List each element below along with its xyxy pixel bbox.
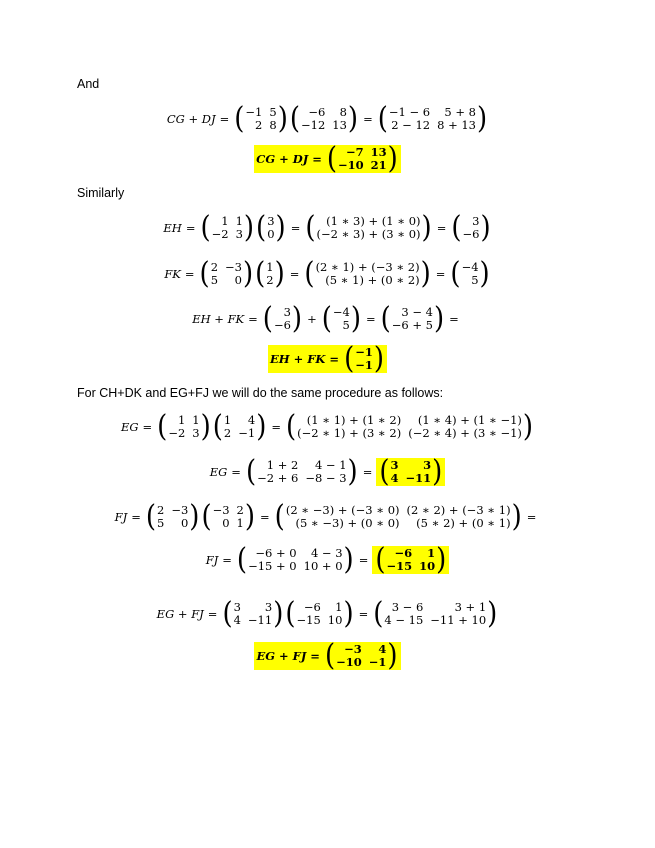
matrix-cell: 2 [223, 426, 232, 440]
matrix-cell: 2 [210, 260, 219, 274]
matrix [285, 596, 354, 632]
matrix-cell: 5 [342, 318, 350, 332]
equation [156, 596, 499, 632]
matrix [289, 101, 359, 137]
matrix-cell: (2 ∗ 1) + (−3 ∗ 2) [315, 260, 420, 274]
matrix-cell: 1 [427, 546, 436, 560]
equation-eh [0, 210, 655, 246]
matrix-cell: −1 [355, 345, 373, 359]
matrix-cell: −2 + 6 [257, 471, 299, 485]
paragraph-procedure: For CH+DK and EG+FJ we will do the same procedure as follows: [77, 386, 444, 400]
equation-eh-fk-result [0, 341, 655, 377]
matrix-cell: 4 [378, 642, 387, 656]
equation-lhs: EG + FJ [256, 649, 307, 663]
matrix-cell: 3 [233, 600, 241, 614]
right-paren: ) [387, 638, 398, 674]
matrix-cell: 2 [266, 273, 274, 287]
equation-fj-expanded [0, 499, 655, 535]
matrix-cells [301, 106, 347, 132]
matrix-cells [462, 261, 479, 287]
matrix-cell: −15 + 0 [248, 559, 297, 573]
matrix-cell: −10 [336, 655, 362, 669]
equation-lhs: FJ [114, 510, 128, 524]
right-paren: ) [244, 499, 256, 535]
matrix-cell: −6 [308, 105, 326, 119]
left-paren: ( [256, 210, 267, 246]
matrix-cell: 13 [332, 118, 347, 132]
right-paren: ) [343, 542, 354, 578]
equals-sign: = [435, 267, 446, 281]
matrix-cell: 3 [423, 458, 432, 472]
matrix-cell: 8 + 13 [437, 118, 476, 132]
matrix-cell: −2 [211, 227, 229, 241]
matrix-cell: −11 [405, 471, 432, 485]
equals-sign: = [271, 420, 281, 434]
matrix-cell: (2 ∗ 2) + (−3 ∗ 1) [406, 503, 511, 517]
matrix-cell: (1 ∗ 1) + (1 ∗ 2) [306, 413, 402, 427]
matrix-cell: 10 [419, 559, 436, 573]
left-paren: ( [286, 409, 297, 445]
matrix-cell: (5 ∗ 2) + (0 ∗ 1) [416, 516, 511, 530]
equation [120, 409, 534, 445]
left-paren: ( [285, 596, 296, 632]
matrix [212, 409, 267, 445]
left-paren: ( [199, 256, 210, 292]
equation [205, 542, 450, 578]
equals-sign: = [131, 510, 141, 524]
right-paren: ) [343, 596, 354, 632]
right-paren: ) [373, 341, 385, 377]
matrix-cell: 21 [370, 158, 387, 172]
paragraph-similarly: Similarly [77, 186, 125, 200]
highlighted-result [376, 454, 445, 490]
equals-sign: = [222, 553, 232, 567]
equals-sign: = [231, 465, 241, 479]
left-paren: ( [377, 101, 388, 137]
equation [114, 499, 541, 535]
left-paren: ( [157, 409, 168, 445]
equals-sign: = [358, 607, 369, 621]
matrix-cell: 3 [472, 214, 480, 228]
matrix-cells [316, 261, 420, 287]
matrix-cells [286, 504, 511, 530]
equation [166, 101, 488, 137]
matrix-cell: −3 [225, 260, 242, 274]
equation-lhs: EH + FK [192, 312, 245, 326]
matrix-cell: 4 − 1 [314, 458, 347, 472]
matrix-cell: 4 [247, 413, 256, 427]
equals-sign: = [290, 221, 301, 235]
matrix-cell: 3 [267, 214, 275, 228]
matrix-cells [266, 261, 273, 287]
matrix [256, 210, 286, 246]
matrix-cell: 3 + 1 [454, 600, 487, 614]
matrix [274, 499, 522, 535]
equals-sign: = [358, 553, 369, 567]
matrix [304, 256, 431, 292]
right-paren: ) [387, 141, 398, 177]
matrix-cell: 3 [192, 426, 200, 440]
right-paren: ) [420, 256, 431, 292]
matrix-cell: 1 [223, 413, 232, 427]
matrix-cell: (5 ∗ −3) + (0 ∗ 0) [295, 516, 400, 530]
matrix-cell: 0 [180, 516, 189, 530]
matrix-cell: −2 [168, 426, 186, 440]
matrix-cell: 8 [269, 118, 277, 132]
matrix-cell: −12 [301, 118, 326, 132]
matrix-cells [213, 504, 244, 530]
left-paren: ( [274, 499, 285, 535]
left-paren: ( [201, 499, 212, 535]
matrix-cell: 13 [370, 145, 387, 159]
left-paren: ( [222, 596, 233, 632]
matrix-cell: 1 + 2 [266, 458, 299, 472]
matrix [321, 301, 361, 337]
equation-cg-dj-expanded [0, 101, 655, 137]
left-paren: ( [200, 210, 211, 246]
matrix-cell: −6 [394, 546, 413, 560]
equation-eh-fk-sum [0, 301, 655, 337]
equation-lhs: EG + FJ [156, 607, 204, 621]
right-paren: ) [522, 409, 534, 445]
matrix [305, 210, 432, 246]
equation-lhs: EG [209, 465, 228, 479]
matrix [344, 341, 385, 377]
highlighted-result [268, 341, 387, 377]
matrix-cell: 0 [222, 516, 230, 530]
matrix [236, 542, 354, 578]
matrix-cell: 4 − 15 [384, 613, 424, 627]
equals-sign: = [142, 420, 153, 434]
matrix-cell: 1 [192, 413, 200, 427]
matrix-cell: −6 [303, 600, 321, 614]
matrix-cells [333, 306, 350, 332]
matrix-cell: 4 − 3 [310, 546, 343, 560]
right-paren: ) [421, 210, 432, 246]
right-paren: ) [436, 542, 447, 578]
matrix-cell: 2 [236, 503, 244, 517]
right-paren: ) [256, 409, 267, 445]
matrix-cell: 5 [210, 273, 219, 287]
matrix [380, 301, 445, 337]
matrix [324, 638, 398, 674]
matrix-cell: 8 [339, 105, 347, 119]
matrix-cell: −6 [273, 318, 291, 332]
matrix-cells [336, 643, 386, 669]
matrix-cells [224, 414, 255, 440]
equation [209, 454, 446, 490]
matrix-cell: 1 [221, 214, 229, 228]
equation-lhs: CG + DJ [166, 112, 216, 126]
matrix-cell: (−2 ∗ 1) + (3 ∗ 2) [297, 426, 402, 440]
matrix-cell: 3 [390, 458, 399, 472]
right-paren: ) [433, 301, 445, 337]
matrix-cells [257, 459, 346, 485]
matrix-cell: −10 [338, 158, 364, 172]
right-paren: ) [243, 210, 255, 246]
matrix-cell: 2 [255, 118, 263, 132]
left-paren: ( [262, 301, 273, 337]
right-paren: ) [275, 210, 286, 246]
equation-eg-fj-sum [0, 596, 655, 632]
right-paren: ) [350, 301, 361, 337]
matrix [262, 301, 303, 337]
right-paren: ) [477, 101, 488, 137]
equation-lhs: EH + FK [269, 352, 326, 366]
equation [192, 301, 463, 337]
highlighted-result [372, 542, 449, 578]
matrix-cell: 5 + 8 [444, 105, 476, 119]
equals-sign: = [365, 312, 376, 326]
right-paren: ) [511, 499, 522, 535]
matrix-cell: −4 [332, 305, 350, 319]
matrix-cells [384, 601, 486, 627]
matrix-cell: (−2 ∗ 4) + (3 ∗ −1) [408, 426, 522, 440]
matrix-cell: 3 [264, 600, 273, 614]
matrix-cell: −3 [212, 503, 230, 517]
highlighted-result [254, 638, 400, 674]
right-paren: ) [432, 454, 443, 490]
matrix-cell: 1 [177, 413, 186, 427]
matrix [201, 499, 256, 535]
matrix-cells [392, 306, 433, 332]
right-paren: ) [200, 409, 211, 445]
matrix [451, 210, 491, 246]
matrix-cells [157, 504, 188, 530]
matrix-cell: 1 [235, 214, 243, 228]
equals-sign: = [362, 465, 373, 479]
right-paren: ) [347, 101, 359, 137]
left-paren: ( [344, 341, 355, 377]
equation [163, 210, 491, 246]
matrix-cells [248, 547, 342, 573]
equation-eg-fj-result [0, 638, 655, 674]
matrix-cells [297, 414, 522, 440]
matrix [326, 141, 398, 177]
equals-sign: = [289, 267, 300, 281]
matrix-cell: 5 [269, 105, 277, 119]
right-paren: ) [291, 301, 303, 337]
matrix-cell: (2 ∗ −3) + (−3 ∗ 0) [285, 503, 400, 517]
matrix-cell: 3 [235, 227, 243, 241]
matrix [234, 101, 288, 137]
left-paren: ( [145, 499, 156, 535]
right-paren: ) [347, 454, 358, 490]
right-paren: ) [273, 596, 284, 632]
matrix-cell: 5 [471, 273, 479, 287]
equals-sign: = [185, 221, 196, 235]
matrix-cell: −1 [368, 655, 387, 669]
matrix [245, 454, 358, 490]
equation [256, 638, 398, 674]
left-paren: ( [379, 454, 390, 490]
left-paren: ( [450, 256, 461, 292]
matrix-cell: 10 [327, 613, 343, 627]
matrix-cell: −11 [247, 613, 273, 627]
left-paren: ( [373, 596, 384, 632]
matrix-cell: −1 [355, 358, 373, 372]
matrix-cell: −1 − 6 [388, 105, 431, 119]
matrix-cells [274, 306, 291, 332]
matrix [200, 210, 255, 246]
matrix [145, 499, 200, 535]
equation-lhs: EG [120, 420, 139, 434]
matrix-cell: −11 + 10 [430, 613, 487, 627]
matrix-cells [389, 106, 476, 132]
equals-sign: = [329, 352, 340, 366]
equation-fj-result [0, 542, 655, 578]
matrix-cells [297, 601, 343, 627]
matrix-cells [390, 459, 431, 485]
equals-sign: = [363, 112, 373, 126]
equation-lhs: EH [163, 221, 182, 235]
matrix-cell: 3 − 6 [391, 600, 424, 614]
matrix-cell: 1 [236, 516, 244, 530]
highlighted-result [254, 141, 401, 177]
matrix-cell: −4 [461, 260, 479, 274]
matrix-cell: −6 + 0 [255, 546, 297, 560]
matrix-cells [168, 414, 199, 440]
left-paren: ( [245, 454, 257, 490]
matrix-cell: −15 [296, 613, 321, 627]
matrix-cells [211, 261, 242, 287]
matrix [379, 454, 443, 490]
left-paren: ( [234, 101, 245, 137]
matrix-cells [234, 601, 273, 627]
right-paren: ) [480, 210, 491, 246]
matrix-cell: 2 − 12 [391, 118, 431, 132]
left-paren: ( [305, 210, 316, 246]
right-paren: ) [242, 256, 254, 292]
equation [269, 341, 385, 377]
matrix-cell: (5 ∗ 1) + (0 ∗ 2) [325, 273, 420, 287]
left-paren: ( [255, 256, 266, 292]
matrix-cell: 4 [233, 613, 241, 627]
equation-eg-result [0, 454, 655, 490]
matrix-cells [338, 146, 387, 172]
matrix-cell: 4 [390, 471, 399, 485]
equation [256, 141, 399, 177]
equation-lhs: CG + DJ [256, 152, 309, 166]
left-paren: ( [321, 301, 332, 337]
right-paren: ) [479, 256, 490, 292]
matrix [157, 409, 211, 445]
matrix [255, 256, 285, 292]
matrix-cell: 2 [157, 503, 165, 517]
matrix-cells [245, 106, 276, 132]
matrix-cells [267, 215, 274, 241]
matrix-cell: −6 [462, 227, 480, 241]
matrix-cells [463, 215, 480, 241]
matrix-cell: 1 [266, 260, 274, 274]
matrix-cell: 5 [157, 516, 165, 530]
equation-eg-expanded [0, 409, 655, 445]
matrix [286, 409, 534, 445]
equation-lhs: FJ [205, 553, 219, 567]
left-paren: ( [375, 542, 386, 578]
left-paren: ( [236, 542, 248, 578]
matrix-cell: 3 − 4 [401, 305, 433, 319]
matrix-cell: 10 + 0 [303, 559, 343, 573]
plus-sign: + [307, 312, 317, 326]
matrix-cell: 0 [234, 273, 242, 287]
matrix [377, 101, 488, 137]
matrix [373, 596, 498, 632]
matrix-cell: (1 ∗ 4) + (1 ∗ −1) [417, 413, 522, 427]
left-paren: ( [380, 301, 391, 337]
equals-sign: = [449, 312, 459, 326]
left-paren: ( [451, 210, 462, 246]
matrix-cell: (−2 ∗ 3) + (3 ∗ 0) [316, 227, 421, 241]
equals-sign: = [312, 152, 322, 166]
matrix-cells [212, 215, 243, 241]
matrix-cells [316, 215, 420, 241]
matrix-cell: −8 − 3 [305, 471, 347, 485]
matrix-cell: −1 [245, 105, 263, 119]
matrix [375, 542, 447, 578]
matrix-cell: −3 [171, 503, 189, 517]
equation-fk [0, 256, 655, 292]
right-paren: ) [189, 499, 200, 535]
right-paren: ) [274, 256, 285, 292]
left-paren: ( [212, 409, 223, 445]
matrix-cell: −15 [386, 559, 413, 573]
matrix-cell: −6 + 5 [391, 318, 433, 332]
right-paren: ) [487, 596, 498, 632]
paragraph-and: And [77, 77, 100, 91]
left-paren: ( [324, 638, 336, 674]
left-paren: ( [304, 256, 315, 292]
matrix-cell: 3 [283, 305, 291, 319]
equals-sign: = [248, 312, 258, 326]
matrix-cell: −3 [344, 642, 362, 656]
right-paren: ) [277, 101, 288, 137]
equals-sign: = [310, 649, 320, 663]
matrix-cells [386, 547, 435, 573]
equation-lhs: FK [164, 267, 181, 281]
matrix-cell: −1 [238, 426, 256, 440]
matrix [450, 256, 490, 292]
matrix-cell: −7 [346, 145, 364, 159]
left-paren: ( [326, 141, 337, 177]
equals-sign: = [260, 510, 270, 524]
equals-sign: = [219, 112, 230, 126]
left-paren: ( [289, 101, 300, 137]
matrix-cell: (1 ∗ 3) + (1 ∗ 0) [326, 214, 421, 228]
matrix [222, 596, 284, 632]
equals-sign: = [184, 267, 195, 281]
matrix-cell: 1 [335, 600, 343, 614]
equals-sign: = [207, 607, 218, 621]
matrix-cell: 0 [267, 227, 275, 241]
equals-sign: = [436, 221, 447, 235]
equals-sign: = [526, 510, 537, 524]
matrix-cells [355, 346, 373, 372]
matrix [199, 256, 254, 292]
equation-cg-dj-result [0, 141, 655, 177]
equation [164, 256, 490, 292]
